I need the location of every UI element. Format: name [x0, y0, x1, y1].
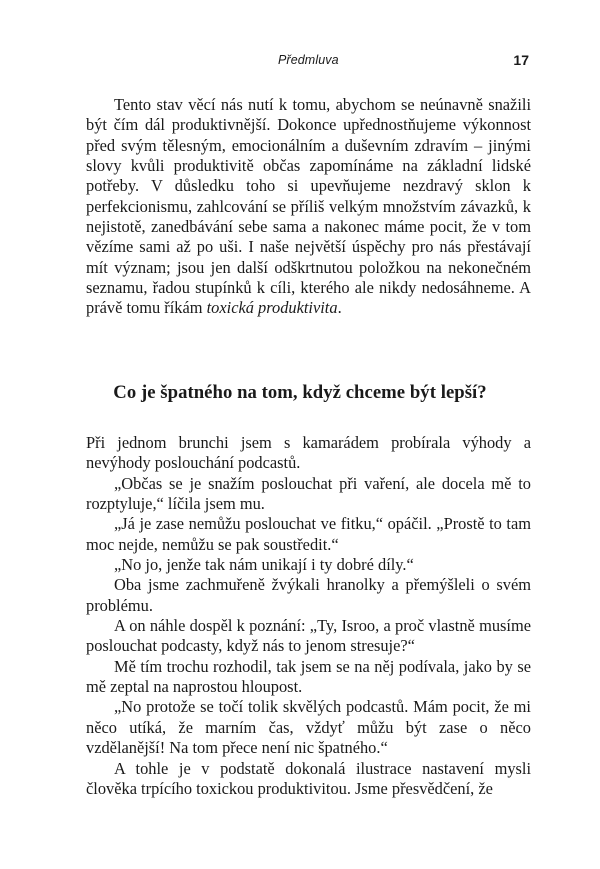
intro-emphasis: toxická produktivita	[206, 298, 338, 318]
intro-text: Tento stav věcí nás nutí k tomu, abychom se neúnavně snažili být čím dál produktivnější. Dokonce upřednostňujeme výkonnost před svým tělesným, emocionálním a duševním zdravím – jinými slovy kvůli produktivitě občas zapomínáme na základní lidské potřeby. V důsledku toho si upevňujeme nezdravý sklon k perfekcionismu, zahlcování se příliš velkým množstvím závazků, k nejistotě, zanedbávání sebe sama a nakonec máme pocit, že v tom vězíme sami až po uši. I naše největší úspěchy pro nás přestávají mít význam; jsou jen další odškrtnutou položkou na nekonečném seznamu, řadou stupínků k cíli, kterého ale nikdy nedosáhneme. A právě tomu říkám	[86, 95, 531, 318]
paragraph: Mě tím trochu rozhodil, tak jsem se na něj podívala, jako by se mě zeptal na naprostou hloupost.	[86, 656, 531, 697]
intro-paragraph	[86, 95, 531, 319]
intro-period: .	[337, 298, 342, 318]
paragraph: Při jednom brunchi jsem s kamarádem probírala výhody a nevýhody poslouchání podcastů.	[86, 433, 531, 473]
paragraph: „No protože se točí tolik skvělých podcastů. Mám pocit, že mi něco utíká, že marním čas, vždyť můžu být zase o něco vzdělanější! Na tom přece není nic špatného.“	[86, 697, 531, 758]
paragraph: Oba jsme zachmuřeně žvýkali hranolky a přemýšleli o svém problému.	[86, 575, 531, 615]
page-number: 17	[513, 52, 529, 68]
running-head	[0, 53, 600, 73]
running-title: Předmluva	[278, 53, 339, 67]
dialogue-paragraph-block	[86, 433, 531, 799]
section-heading: Co je špatného na tom, když chceme být lepší?	[113, 382, 487, 403]
paragraph: „No jo, jenže tak nám unikají i ty dobré díly.“	[114, 555, 414, 575]
paragraph: „Občas se je snažím poslouchat při vaření, ale docela mě to rozptyluje,“ líčila jsem mu.	[86, 473, 531, 514]
paragraph: „Já je zase nemůžu poslouchat ve fitku,“ opáčil. „Prostě to tam moc nejde, nemůžu se pak soustředit.“	[86, 514, 531, 554]
paragraph: A on náhle dospěl k poznání: „Ty, Isroo, a proč vlastně musíme poslouchat podcasty, když nás to jenom stresuje?“	[86, 616, 531, 656]
intro-paragraph-block	[86, 95, 531, 319]
paragraph: A tohle je v podstatě dokonalá ilustrace nastavení mysli člověka trpícího toxickou produktivitou. Jsme přesvědčení, že	[86, 758, 531, 798]
